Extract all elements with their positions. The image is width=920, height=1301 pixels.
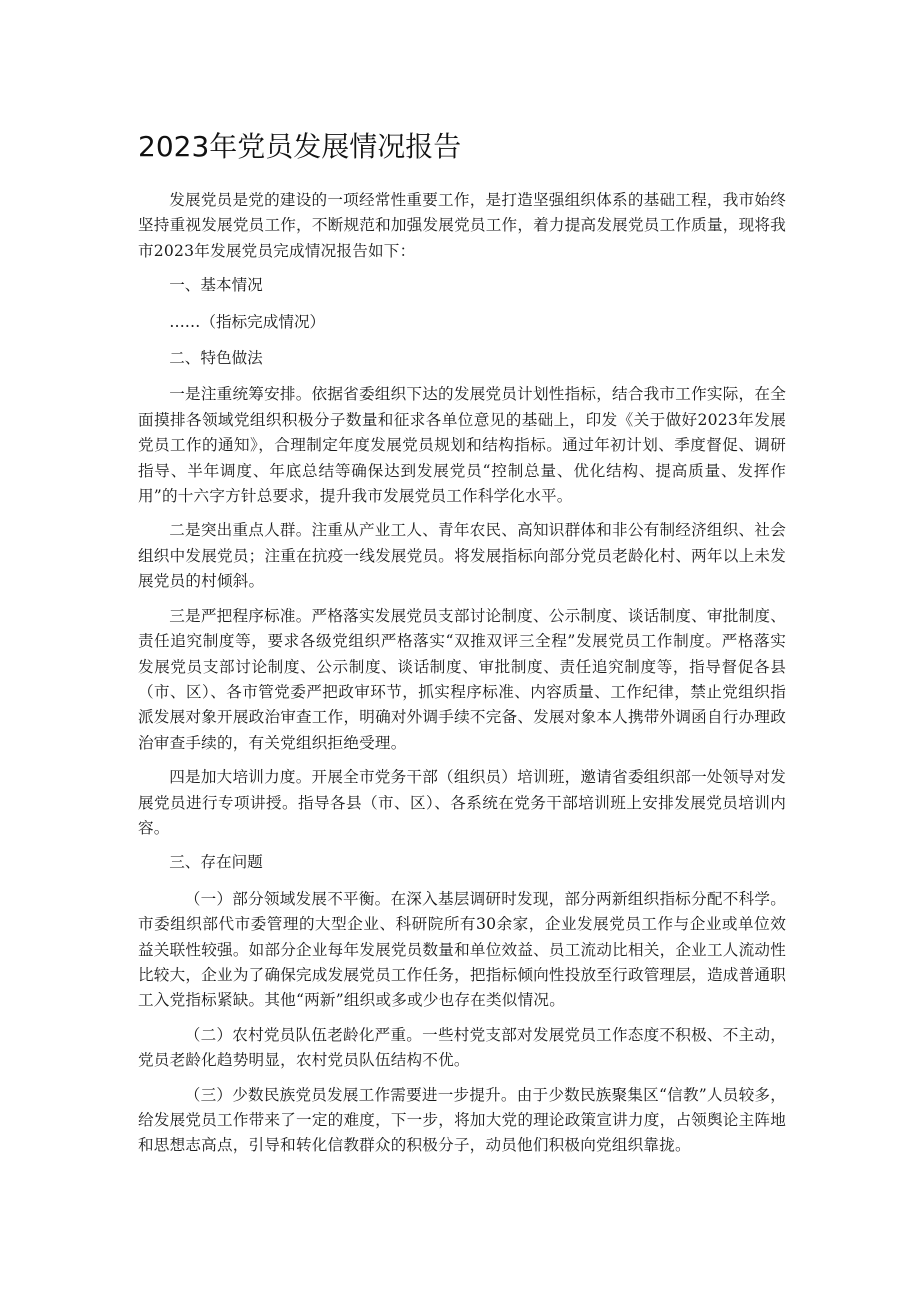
problem-paragraph-2: （二）农村党员队伍老龄化严重。一些村党支部对发展党员工作态度不积极、不主动，党员老龄化趋势明显，农村党员队伍结构不优。 bbox=[138, 1025, 786, 1070]
practice-paragraph-4: 四是加大培训力度。开展全市党务干部（组织员）培训班，邀请省委组织部一处领导对发展党员进行专项讲授。指导各县（市、区）、各系统在党务干部培训班上安排发展党员培训内容。 bbox=[138, 768, 786, 837]
problem-paragraph-3: （三）少数民族党员发展工作需要进一步提升。由于少数民族聚集区“信教”人员较多，给发展党员工作带来了一定的难度，下一步，将加大党的理论政策宣讲力度，占领舆论主阵地和思想志高点，引导和转化信教群众的积极分子，动员他们积极向党组织靠拢。 bbox=[138, 1085, 786, 1155]
practice-paragraph-2: 二是突出重点人群。注重从产业工人、青年农民、高知识群体和非公有制经济组织、社会组织中发展党员；注重在抗疫一线发展党员。将发展指标向部分党员老龄化村、两年以上未发展党员的村倾斜。 bbox=[138, 521, 786, 591]
intro-paragraph: 发展党员是党的建设的一项经常性重要工作，是打造坚强组织体系的基础工程，我市始终坚持重视发展党员工作，不断规范和加强发展党员工作，着力提高发展党员工作质量，现将我市2023年发展党员完成情况报告如下： bbox=[138, 191, 786, 260]
problem-paragraph-1: （一）部分领域发展不平衡。在深入基层调研时发现，部分两新组织指标分配不科学。市委组织部代市委管理的大型企业、科研院所有30余家，企业发展党员工作与企业或单位效益关联性较强。如部分企业每年发展党员数量和单位效益、员工流动比相关，企业工人流动性比较大，企业为了确保完成发展党员工作任务，把指标倾向性投放至行政管理层，造成普通职工入党指标紧缺。其他“两新”组织或多或少也存在类似情况。 bbox=[138, 889, 786, 1010]
practice-paragraph-3: 三是严把程序标准。严格落实发展党员支部讨论制度、公示制度、谈话制度、审批制度、责任追究制度等，要求各级党组织严格落实“双推双评三全程”发展党员工作制度。严格落实发展党员支部讨论制度、公示制度、谈话制度、审批制度、责任追究制度等，指导督促各县（市、区）、各市管党委严把政审环节，抓实程序标准、内容质量、工作纪律，禁止党组织指派发展对象开展政治审查工作，明确对外调手续不完备、发展对象本人携带外调函自行办理政治审查手续的，有关党组织拒绝受理。 bbox=[138, 606, 786, 752]
section-heading-practices: 二、特色做法 bbox=[169, 349, 263, 368]
section-body-indicators: ……（指标完成情况） bbox=[169, 312, 326, 331]
document-page bbox=[138, 128, 786, 1168]
section-heading-problems: 三、存在问题 bbox=[169, 853, 263, 872]
document-title: 2023年党员发展情况报告 bbox=[138, 130, 462, 163]
practice-paragraph-1: 一是注重统筹安排。依据省委组织下达的发展党员计划性指标，结合我市工作实际，在全面摸排各领域党组织积极分子数量和征求各单位意见的基础上，印发《关于做好2023年发展党员工作的通知》，合理制定年度发展党员规划和结构指标。通过年初计划、季度督促、调研指导、半年调度、年底总结等确保达到发展党员“控制总量、优化结构、提高质量、发挥作用”的十六字方针总要求，提升我市发展党员工作科学化水平。 bbox=[138, 385, 786, 506]
section-heading-basic: 一、基本情况 bbox=[169, 276, 263, 295]
